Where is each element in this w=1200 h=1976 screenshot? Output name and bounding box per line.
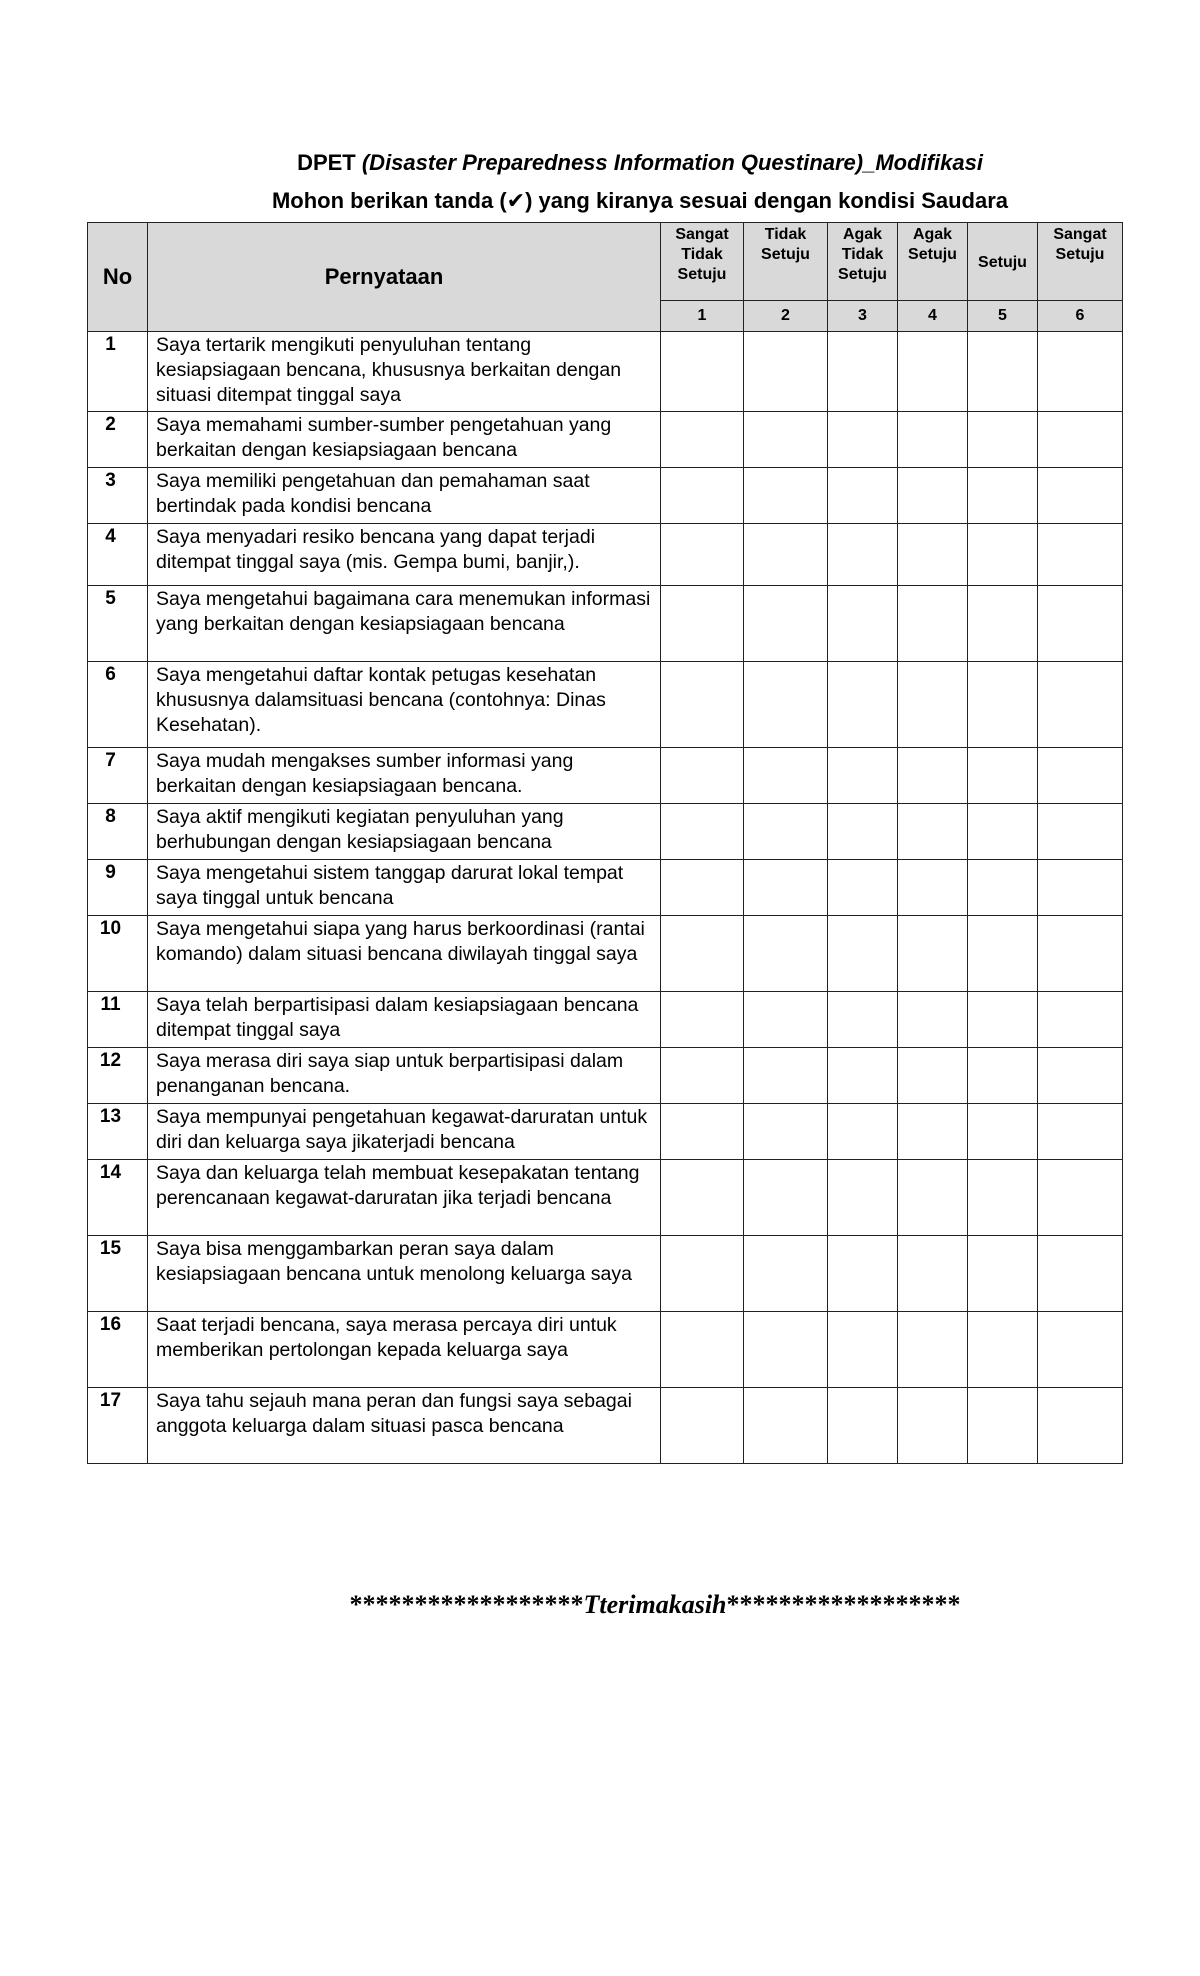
answer-cell-5[interactable] xyxy=(968,860,1038,916)
answer-cell-4[interactable] xyxy=(898,1104,968,1160)
answer-cell-5[interactable] xyxy=(968,332,1038,412)
table-row xyxy=(88,1312,1123,1388)
statement-text: Saya tertarik mengikuti penyuluhan tentang kesiapsiagaan bencana, khususnya berkaitan dengan situasi ditempat tinggal saya xyxy=(148,332,661,412)
page-title xyxy=(0,150,1200,176)
answer-cell-5[interactable] xyxy=(968,1312,1038,1388)
answer-cell-1[interactable] xyxy=(661,468,744,524)
answer-cell-2[interactable] xyxy=(744,332,828,412)
answer-cell-1[interactable] xyxy=(661,332,744,412)
answer-cell-2[interactable] xyxy=(744,1104,828,1160)
answer-cell-3[interactable] xyxy=(828,748,898,804)
statement-text: Saya memiliki pengetahuan dan pemahaman saat bertindak pada kondisi bencana xyxy=(148,468,661,524)
table-row xyxy=(88,748,1123,804)
answer-cell-5[interactable] xyxy=(968,524,1038,586)
answer-cell-1[interactable] xyxy=(661,662,744,748)
answer-cell-4[interactable] xyxy=(898,916,968,992)
answer-cell-3[interactable] xyxy=(828,804,898,860)
answer-cell-3[interactable] xyxy=(828,524,898,586)
answer-cell-1[interactable] xyxy=(661,1388,744,1464)
table-row xyxy=(88,524,1123,586)
header-statement: Pernyataan xyxy=(148,223,661,332)
row-number: 15 xyxy=(88,1236,148,1312)
answer-cell-2[interactable] xyxy=(744,586,828,662)
answer-cell-4[interactable] xyxy=(898,332,968,412)
answer-cell-5[interactable] xyxy=(968,468,1038,524)
answer-cell-5[interactable] xyxy=(968,1048,1038,1104)
header-num-4: 4 xyxy=(898,301,968,332)
answer-cell-2[interactable] xyxy=(744,1236,828,1312)
header-option-3: Agak Tidak Setuju xyxy=(828,223,898,301)
answer-cell-2[interactable] xyxy=(744,804,828,860)
statement-text: Saya mengetahui bagaimana cara menemukan informasi yang berkaitan dengan kesiapsiagaan bencana xyxy=(148,586,661,662)
answer-cell-3[interactable] xyxy=(828,1312,898,1388)
answer-cell-1[interactable] xyxy=(661,916,744,992)
stars-right: ****************** xyxy=(726,1590,961,1619)
row-number: 13 xyxy=(88,1104,148,1160)
row-number: 17 xyxy=(88,1388,148,1464)
answer-cell-6[interactable] xyxy=(1038,332,1123,412)
answer-cell-6[interactable] xyxy=(1038,1160,1123,1236)
statement-text: Saya bisa menggambarkan peran saya dalam kesiapsiagaan bencana untuk menolong keluarga saya xyxy=(148,1236,661,1312)
row-number: 4 xyxy=(88,524,148,586)
answer-cell-3[interactable] xyxy=(828,662,898,748)
closing-thanks xyxy=(0,1590,1200,1620)
table-row xyxy=(88,468,1123,524)
thanks-text: Tterimakasih xyxy=(583,1590,727,1619)
answer-cell-6[interactable] xyxy=(1038,1388,1123,1464)
answer-cell-2[interactable] xyxy=(744,916,828,992)
header-no: No xyxy=(88,223,148,332)
answer-cell-4[interactable] xyxy=(898,1160,968,1236)
header-num-6: 6 xyxy=(1038,301,1123,332)
answer-cell-6[interactable] xyxy=(1038,860,1123,916)
statement-text: Saya mempunyai pengetahuan kegawat-daruratan untuk diri dan keluarga saya jikaterjadi bencana xyxy=(148,1104,661,1160)
answer-cell-5[interactable] xyxy=(968,662,1038,748)
answer-cell-1[interactable] xyxy=(661,804,744,860)
answer-cell-3[interactable] xyxy=(828,1236,898,1312)
table-row xyxy=(88,804,1123,860)
answer-cell-6[interactable] xyxy=(1038,412,1123,468)
answer-cell-1[interactable] xyxy=(661,1048,744,1104)
title-prefix: DPET xyxy=(297,150,362,175)
row-number: 10 xyxy=(88,916,148,992)
answer-cell-3[interactable] xyxy=(828,1160,898,1236)
answer-cell-5[interactable] xyxy=(968,916,1038,992)
row-number: 12 xyxy=(88,1048,148,1104)
answer-cell-2[interactable] xyxy=(744,992,828,1048)
answer-cell-2[interactable] xyxy=(744,468,828,524)
questionnaire-table xyxy=(87,222,1123,1464)
answer-cell-6[interactable] xyxy=(1038,1236,1123,1312)
statement-text: Saya dan keluarga telah membuat kesepakatan tentang perencanaan kegawat-daruratan jika terjadi bencana xyxy=(148,1160,661,1236)
answer-cell-4[interactable] xyxy=(898,412,968,468)
answer-cell-6[interactable] xyxy=(1038,1048,1123,1104)
title-italic: (Disaster Preparedness Information Questinare)_Modifikasi xyxy=(361,150,983,175)
answer-cell-1[interactable] xyxy=(661,1104,744,1160)
answer-cell-5[interactable] xyxy=(968,412,1038,468)
answer-cell-4[interactable] xyxy=(898,1236,968,1312)
row-number: 3 xyxy=(88,468,148,524)
statement-text: Saya mudah mengakses sumber informasi yang berkaitan dengan kesiapsiagaan bencana. xyxy=(148,748,661,804)
row-number: 16 xyxy=(88,1312,148,1388)
answer-cell-5[interactable] xyxy=(968,804,1038,860)
table-row xyxy=(88,1388,1123,1464)
header-num-1: 1 xyxy=(661,301,744,332)
table-row xyxy=(88,1236,1123,1312)
table-row xyxy=(88,1160,1123,1236)
answer-cell-6[interactable] xyxy=(1038,748,1123,804)
answer-cell-6[interactable] xyxy=(1038,524,1123,586)
answer-cell-4[interactable] xyxy=(898,748,968,804)
answer-cell-3[interactable] xyxy=(828,586,898,662)
row-number: 11 xyxy=(88,992,148,1048)
answer-cell-4[interactable] xyxy=(898,524,968,586)
answer-cell-4[interactable] xyxy=(898,1048,968,1104)
table-row xyxy=(88,1104,1123,1160)
answer-cell-5[interactable] xyxy=(968,748,1038,804)
answer-cell-2[interactable] xyxy=(744,1160,828,1236)
answer-cell-2[interactable] xyxy=(744,860,828,916)
answer-cell-3[interactable] xyxy=(828,916,898,992)
answer-cell-3[interactable] xyxy=(828,860,898,916)
table-row xyxy=(88,662,1123,748)
answer-cell-6[interactable] xyxy=(1038,992,1123,1048)
answer-cell-4[interactable] xyxy=(898,992,968,1048)
answer-cell-6[interactable] xyxy=(1038,468,1123,524)
row-number: 7 xyxy=(88,748,148,804)
answer-cell-6[interactable] xyxy=(1038,916,1123,992)
answer-cell-1[interactable] xyxy=(661,1160,744,1236)
answer-cell-1[interactable] xyxy=(661,860,744,916)
stars-left: ****************** xyxy=(349,1590,584,1619)
statement-text: Saya menyadari resiko bencana yang dapat terjadi ditempat tinggal saya (mis. Gempa bumi, banjir,). xyxy=(148,524,661,586)
answer-cell-4[interactable] xyxy=(898,586,968,662)
answer-cell-1[interactable] xyxy=(661,586,744,662)
answer-cell-3[interactable] xyxy=(828,1388,898,1464)
answer-cell-4[interactable] xyxy=(898,804,968,860)
statement-text: Saya merasa diri saya siap untuk berpartisipasi dalam penanganan bencana. xyxy=(148,1048,661,1104)
instruction-text: Mohon berikan tanda (✔) yang kiranya sesuai dengan kondisi Saudara xyxy=(271,188,1009,213)
answer-cell-1[interactable] xyxy=(661,748,744,804)
row-number: 1 xyxy=(88,332,148,412)
answer-cell-2[interactable] xyxy=(744,662,828,748)
answer-cell-2[interactable] xyxy=(744,412,828,468)
answer-cell-4[interactable] xyxy=(898,1312,968,1388)
row-number: 9 xyxy=(88,860,148,916)
statement-text: Saya mengetahui sistem tanggap darurat lokal tempat saya tinggal untuk bencana xyxy=(148,860,661,916)
answer-cell-6[interactable] xyxy=(1038,804,1123,860)
answer-cell-1[interactable] xyxy=(661,412,744,468)
statement-text: Saya aktif mengikuti kegiatan penyuluhan yang berhubungan dengan kesiapsiagaan bencana xyxy=(148,804,661,860)
answer-cell-4[interactable] xyxy=(898,860,968,916)
answer-cell-6[interactable] xyxy=(1038,1104,1123,1160)
answer-cell-5[interactable] xyxy=(968,1236,1038,1312)
table-row xyxy=(88,860,1123,916)
answer-cell-1[interactable] xyxy=(661,1312,744,1388)
table-row xyxy=(88,332,1123,412)
answer-cell-3[interactable] xyxy=(828,992,898,1048)
answer-cell-2[interactable] xyxy=(744,1048,828,1104)
answer-cell-6[interactable] xyxy=(1038,662,1123,748)
table-row xyxy=(88,586,1123,662)
answer-cell-6[interactable] xyxy=(1038,1312,1123,1388)
answer-cell-3[interactable] xyxy=(828,1048,898,1104)
answer-cell-1[interactable] xyxy=(661,524,744,586)
row-number: 2 xyxy=(88,412,148,468)
answer-cell-3[interactable] xyxy=(828,1104,898,1160)
header-option-4: Agak Setuju xyxy=(898,223,968,301)
table-row xyxy=(88,1048,1123,1104)
answer-cell-4[interactable] xyxy=(898,1388,968,1464)
header-num-3: 3 xyxy=(828,301,898,332)
statement-text: Saya tahu sejauh mana peran dan fungsi saya sebagai anggota keluarga dalam situasi pasca bencana xyxy=(148,1388,661,1464)
answer-cell-5[interactable] xyxy=(968,992,1038,1048)
row-number: 6 xyxy=(88,662,148,748)
row-number: 5 xyxy=(88,586,148,662)
answer-cell-4[interactable] xyxy=(898,468,968,524)
answer-cell-5[interactable] xyxy=(968,586,1038,662)
answer-cell-5[interactable] xyxy=(968,1388,1038,1464)
header-num-2: 2 xyxy=(744,301,828,332)
answer-cell-1[interactable] xyxy=(661,992,744,1048)
answer-cell-2[interactable] xyxy=(744,1388,828,1464)
statement-text: Saya telah berpartisipasi dalam kesiapsiagaan bencana ditempat tinggal saya xyxy=(148,992,661,1048)
statement-text: Saya memahami sumber-sumber pengetahuan yang berkaitan dengan kesiapsiagaan bencana xyxy=(148,412,661,468)
table-row xyxy=(88,992,1123,1048)
header-option-5: Setuju xyxy=(968,223,1038,301)
answer-cell-2[interactable] xyxy=(744,1312,828,1388)
answer-cell-3[interactable] xyxy=(828,412,898,468)
statement-text: Saya mengetahui siapa yang harus berkoordinasi (rantai komando) dalam situasi bencana diwilayah tinggal saya xyxy=(148,916,661,992)
answer-cell-5[interactable] xyxy=(968,1104,1038,1160)
header-option-2: Tidak Setuju xyxy=(744,223,828,301)
answer-cell-6[interactable] xyxy=(1038,586,1123,662)
statement-text: Saat terjadi bencana, saya merasa percaya diri untuk memberikan pertolongan kepada keluarga saya xyxy=(148,1312,661,1388)
answer-cell-2[interactable] xyxy=(744,524,828,586)
table-row xyxy=(88,412,1123,468)
header-option-6: Sangat Setuju xyxy=(1038,223,1123,301)
answer-cell-3[interactable] xyxy=(828,332,898,412)
statement-text: Saya mengetahui daftar kontak petugas kesehatan khususnya dalamsituasi bencana (contohnya: Dinas Kesehatan). xyxy=(148,662,661,748)
answer-cell-2[interactable] xyxy=(744,748,828,804)
answer-cell-5[interactable] xyxy=(968,1160,1038,1236)
answer-cell-1[interactable] xyxy=(661,1236,744,1312)
row-number: 14 xyxy=(88,1160,148,1236)
answer-cell-3[interactable] xyxy=(828,468,898,524)
answer-cell-4[interactable] xyxy=(898,662,968,748)
header-option-1: Sangat Tidak Setuju xyxy=(661,223,744,301)
header-num-5: 5 xyxy=(968,301,1038,332)
row-number: 8 xyxy=(88,804,148,860)
table-row xyxy=(88,916,1123,992)
